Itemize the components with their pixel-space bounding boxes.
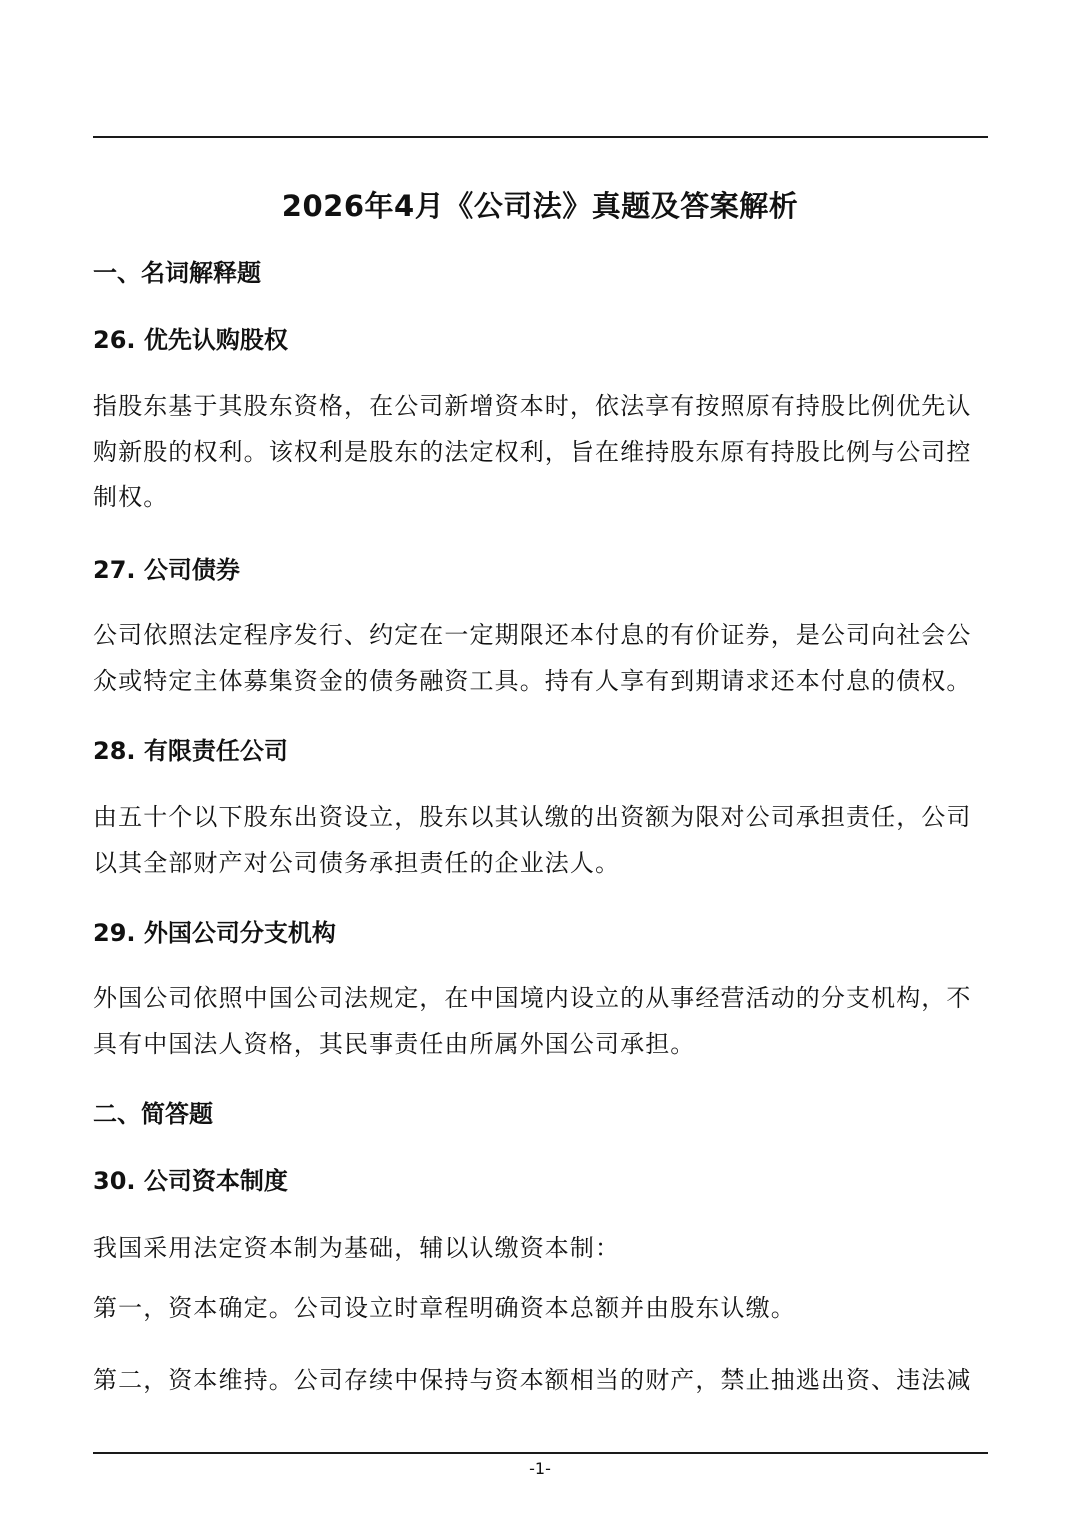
item-heading-28: 28. 有限责任公司 — [93, 737, 288, 765]
answer-paragraph: 第一，资本确定。公司设立时章程明确资本总额并由股东认缴。 — [93, 1294, 796, 1322]
answer-line: 公司依照法定程序发行、约定在一定期限还本付息的有价证券，是公司向社会公 — [93, 621, 972, 649]
section-heading-2: 二、简答题 — [93, 1100, 213, 1128]
item-heading-29: 29. 外国公司分支机构 — [93, 919, 336, 947]
answer-paragraph: 我国采用法定资本制为基础，辅以认缴资本制： — [93, 1234, 621, 1262]
footer-rule — [93, 1452, 988, 1454]
answer-line: 外国公司依照中国公司法规定，在中国境内设立的从事经营活动的分支机构，不 — [93, 984, 972, 1012]
answer-paragraph: 第二，资本维持。公司存续中保持与资本额相当的财产，禁止抽逃出资、违法减 — [93, 1366, 972, 1394]
answer-line: 制权。 — [93, 483, 169, 511]
answer-line: 由五十个以下股东出资设立，股东以其认缴的出资额为限对公司承担责任，公司 — [93, 803, 972, 831]
page-number: -1- — [529, 1459, 551, 1478]
item-answer-26 — [93, 384, 990, 521]
item-heading-30: 30. 公司资本制度 — [93, 1167, 288, 1195]
answer-line: 以其全部财产对公司债务承担责任的企业法人。 — [93, 848, 621, 877]
item-answer-30-point-1 — [93, 1286, 990, 1332]
item-answer-30-intro — [93, 1226, 990, 1272]
item-answer-29 — [93, 976, 990, 1067]
answer-line: 具有中国法人资格，其民事责任由所属外国公司承担。 — [93, 1029, 696, 1058]
item-answer-30-point-2 — [93, 1358, 990, 1404]
item-answer-27 — [93, 613, 990, 704]
header-rule — [93, 136, 988, 138]
item-heading-27: 27. 公司债券 — [93, 556, 240, 584]
item-heading-26: 26. 优先认购股权 — [93, 326, 288, 354]
answer-line: 购新股的权利。该权利是股东的法定权利，旨在维持股东原有持股比例与公司控 — [93, 437, 972, 466]
section-heading-1: 一、名词解释题 — [93, 259, 261, 287]
document-title: 2026年4月《公司法》真题及答案解析 — [281, 189, 799, 223]
answer-line: 指股东基于其股东资格，在公司新增资本时，依法享有按照原有持股比例优先认 — [93, 392, 972, 420]
item-answer-28 — [93, 795, 990, 886]
answer-line: 众或特定主体募集资金的债务融资工具。持有人享有到期请求还本付息的债权。 — [93, 666, 972, 695]
